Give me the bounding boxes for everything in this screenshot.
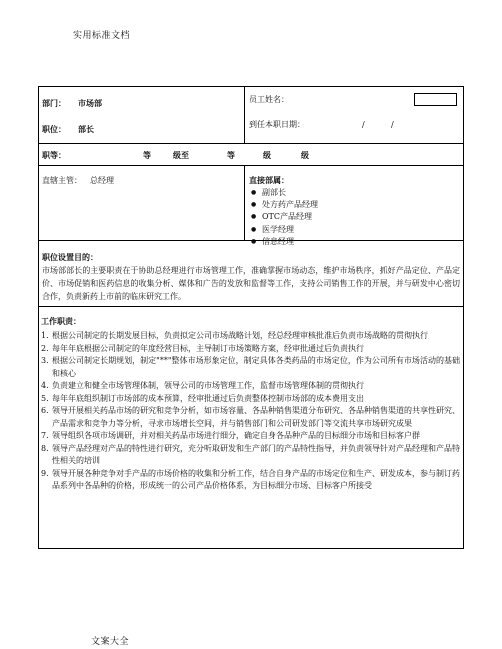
list-item: ● 信息经理 [251, 236, 318, 248]
row-department [39, 87, 463, 143]
employee-cell [245, 87, 463, 143]
bullet-icon: ● [251, 201, 257, 209]
list-item: ● 副部长 [251, 187, 318, 199]
position-label: 职位： [42, 124, 66, 134]
subordinates-cell [245, 166, 463, 246]
job-description-form [38, 86, 464, 549]
duties-title: 工作职责： [41, 316, 81, 326]
subordinates-list [251, 187, 318, 248]
grade-part-5: 级 [301, 150, 309, 160]
duty-item: 6. 领导开展相关药品市场的研究和竞争分析，如市场容量、各品种销售渠道分布研究、各品种销售渠道的共享性研究、产品需求和竞争力等分析，寻求市场增长空间，并与销售部门和公司研发部门等交流共享市场研究成果 [41, 406, 460, 428]
department-field [42, 97, 102, 110]
position-field [42, 123, 94, 136]
supervisor-value: 总经理 [90, 176, 114, 185]
date-separator-1: / [362, 120, 365, 129]
department-cell [39, 87, 245, 143]
department-label: 部门： [42, 98, 66, 108]
list-item: ● 处方药产品经理 [251, 199, 318, 211]
employee-name-label: 员工姓名： [249, 95, 289, 104]
grade-part-4: 级 [263, 150, 271, 160]
bullet-icon: ● [251, 237, 257, 245]
duty-item: 3. 根据公司制定长期规划，制定"**"整体市场形象定位，制定具体各类药品的市场定位，作为公司所有市场活动的基础和核心 [41, 356, 460, 378]
supervisor-cell [39, 166, 245, 240]
employee-name-box[interactable] [414, 93, 457, 106]
duty-item: 7. 领导组织各项市场调研，并对相关药品市场进行细分，确定自身各品种产品的目标细分市场和目标客户群 [41, 431, 420, 440]
date-separator-2: / [391, 120, 394, 129]
duty-item: 5. 每年年底组织制订市场部的成本预算，经审批通过后负责整体控制市场部的成本费用支出 [41, 393, 364, 403]
grade-part-2: 级至 [173, 150, 189, 160]
position-value: 部长 [78, 124, 94, 134]
bullet-icon: ● [251, 189, 257, 196]
department-value: 市场部 [78, 98, 102, 108]
purpose-text: 市场部部长的主要职责在于协助总经理进行市场管理工作，准确掌握市场动态，维护市场秩序，抓好产品定位、产品定价、市场促销和医药信息的收集分析、媒体和广告的发放和监督等工作，支持公司销售工作的开展，并与研发中心密切合作，负责新药上市前的临床研究工作。 [42, 266, 460, 301]
row-reporting [39, 165, 463, 246]
duty-item: 9. 领导开展各种竞争对手产品的市场价格的收集和分析工作，结合自身产品的市场定位和生产、研发成本，参与制订药品系列中各品种的价格，形成统一的公司产品价格体系，为目标细分市场、目标客户所接受 [41, 468, 460, 490]
row-grade [39, 143, 463, 165]
list-item: ● 医学经理 [251, 224, 318, 236]
subordinates-title: 直接部属： [249, 175, 289, 185]
grade-part-1: 等 [143, 150, 151, 160]
duties-list [41, 330, 460, 493]
duty-item: 1. 根据公司制定的长期发展目标，负责拟定公司市场战略计划，经总经理审核批准后负责市场战略的贯彻执行 [41, 331, 428, 340]
supervisor-field [42, 174, 114, 187]
page-header: 实用标准文档 [73, 31, 131, 41]
supervisor-label: 直辖主管： [42, 176, 82, 185]
appointment-date-label: 到任本职日期： [249, 120, 305, 129]
list-item: ● OTC产品经理 [251, 211, 318, 223]
duty-item: 2. 每年年底根据公司制定的年度经营目标，主导制订市场策略方案，经审批通过后负责执行 [41, 343, 364, 353]
bullet-icon: ● [251, 213, 257, 221]
duty-item: 4. 负责建立和健全市场管理体制，领导公司的市场管理工作，监督市场管理体制的贯彻执行 [41, 381, 364, 390]
grade-label: 职等： [42, 150, 66, 160]
page-footer: 文案大全 [91, 637, 130, 647]
bullet-icon: ● [251, 225, 257, 233]
grade-part-3: 等 [227, 150, 235, 160]
row-purpose [39, 240, 463, 306]
duty-item: 8. 领导产品经理对产品的特性进行研究，充分听取研发和生产部门的产品特性指导，并负责领导针对产品经理和产品特性相关的培训 [41, 443, 460, 465]
purpose-title: 职位设置目的： [42, 252, 98, 262]
row-duties [39, 306, 463, 548]
